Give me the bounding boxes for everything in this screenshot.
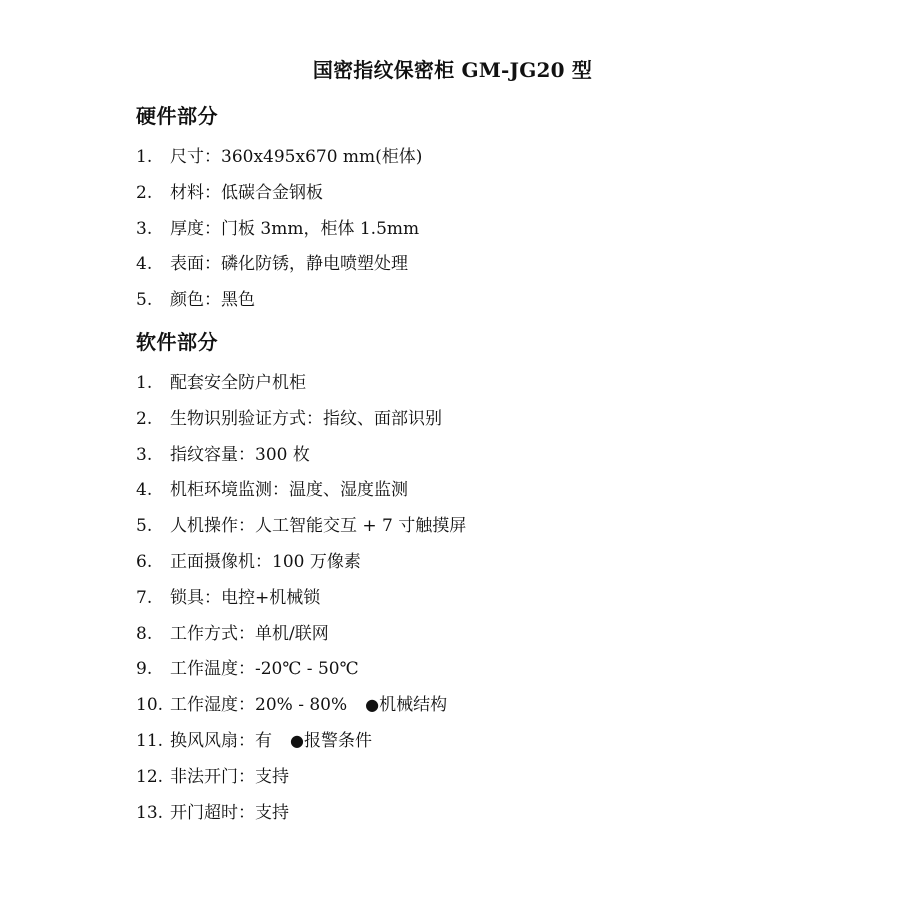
list-number: 11. (136, 730, 164, 751)
spec-text: 机柜环境监测：温度、湿度监测 (170, 480, 408, 501)
software-item-working-mode (136, 623, 466, 659)
spec-text: 尺寸：360x495x670 mm(柜体) (170, 147, 423, 167)
hardware-spec-list (136, 146, 422, 325)
list-number: 10. (136, 695, 164, 716)
list-number: 12. (136, 766, 164, 787)
software-item-illegal-opening (136, 766, 466, 802)
software-item-ventilation-fan (136, 730, 466, 766)
hardware-item-thickness (136, 218, 422, 254)
spec-text: 人机操作：人工智能交互 + 7 寸触摸屏 (170, 516, 467, 537)
spec-text: 正面摄像机：100 万像素 (170, 551, 361, 572)
alarm-condition-label: 报警条件 (303, 730, 372, 751)
list-number: 1. (136, 147, 153, 167)
bullet-icon: ● (365, 695, 380, 715)
spec-text: 表面：磷化防锈，静电喷塑处理 (170, 254, 408, 275)
list-number: 5. (136, 516, 153, 537)
list-number: 2. (136, 182, 153, 203)
software-spec-list (136, 372, 466, 837)
spec-text: 颜色：黑色 (170, 290, 255, 311)
spec-text: 材料：低碳合金钢板 (170, 182, 323, 203)
spec-text: 厚度：门板 3mm，柜体 1.5mm (170, 218, 420, 239)
list-number: 6. (136, 551, 153, 572)
spec-text: 工作方式：单机/联网 (170, 623, 329, 644)
spec-text: 指纹容量：300 枚 (170, 444, 310, 465)
software-item-human-machine-operation (136, 515, 466, 551)
list-number: 1. (136, 373, 153, 393)
spec-text: 工作温度：-20℃ - 50℃ (170, 659, 359, 680)
spec-text: 工作湿度：20% - 80% (170, 695, 348, 716)
spec-text: 开门超时：支持 (170, 802, 289, 823)
software-item-environment-monitoring (136, 479, 466, 515)
list-number: 3. (136, 218, 153, 239)
list-number: 9. (136, 659, 153, 680)
software-item-working-temperature (136, 658, 466, 694)
document-title: 国密指纹保密柜 GM-JG20 型 (312, 58, 593, 82)
hardware-section-heading: 硬件部分 (136, 104, 218, 128)
hardware-item-surface (136, 253, 422, 289)
software-item-cabinet (136, 372, 466, 408)
list-number: 2. (136, 408, 153, 429)
list-number: 8. (136, 623, 153, 644)
list-number: 5. (136, 290, 153, 311)
spec-text: 非法开门：支持 (170, 766, 289, 787)
mechanical-structure-label: 机械结构 (379, 695, 448, 716)
bullet-icon: ● (290, 730, 304, 750)
spec-text: 锁具：电控+机械锁 (170, 587, 321, 608)
spec-text: 换风风扇：有 (170, 730, 272, 751)
list-number: 4. (136, 254, 153, 275)
list-number: 4. (136, 480, 153, 501)
software-item-working-humidity (136, 694, 466, 730)
list-number: 3. (136, 444, 153, 465)
list-number: 7. (136, 587, 153, 608)
hardware-item-material (136, 182, 422, 218)
list-number: 13. (136, 802, 164, 823)
software-item-lock (136, 587, 466, 623)
hardware-item-color (136, 289, 422, 325)
software-item-fingerprint-capacity (136, 444, 466, 480)
software-item-door-open-timeout (136, 802, 466, 838)
spec-text: 配套安全防户机柜 (170, 373, 306, 393)
spec-text: 生物识别验证方式：指纹、面部识别 (170, 408, 442, 429)
hardware-item-size (136, 146, 422, 182)
software-item-biometric (136, 408, 466, 444)
software-section-heading: 软件部分 (136, 330, 218, 354)
software-item-front-camera (136, 551, 466, 587)
